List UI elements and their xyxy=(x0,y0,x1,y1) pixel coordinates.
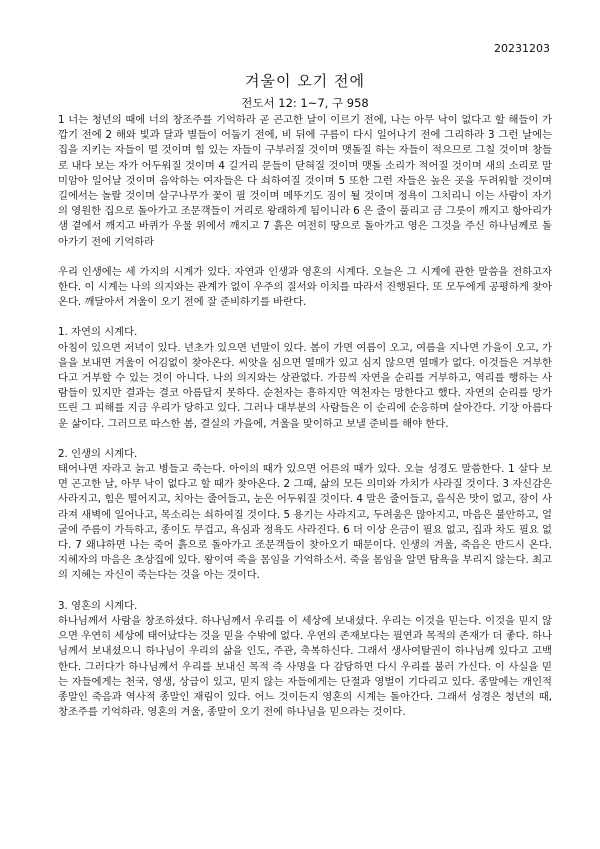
section-body: 아침이 있으면 저녁이 있다. 년초가 있으면 년말이 있다. 봄이 가면 여름이 오고, 여름을 지나면 가을이 오고, 가을을 보내면 겨울이 어김없이 찾아온다. 씨앗을 심으면 열매가 있고 심지 않으면 열매가 없다. 이것들은 거부한다고 거부할 수 있는 것이 아니다. 나의 의지와는 상관없다. 가끔씩 자연을 순리를 거부하고, 역리를 행하는 사람들이 있지만 결과는 결코 아름답지 못하다. 순천자는 흥하지만 역천자는 망한다고 했다. 자연의 순리를 망가뜨린 그 피해를 지금 우리가 당하고 있다. 그러나 대부분의 사람들은 이 순리에 순응하며 살아간다. 기장 아름다운 삶이다. 그러므로 따스한 봄, 결실의 가을에, 겨울을 맞이하고 보낼 준비를 해야 한다. xyxy=(58,341,552,430)
spacer xyxy=(58,250,552,265)
section-body: 하나님께서 사람을 창조하셨다. 하나님께서 우리를 이 세상에 보내셨다. 우리는 이것을 믿는다. 이것을 믿지 않으면 우연히 세상에 태어났다는 것을 믿을 수밖에 없다. 우연의 존재보다는 필연과 목적의 존재가 더 좋다. 하나님께서 보내셨으니 하나님이 우리의 삶을 인도, 주관, 축복하신다. 그래서 생사여탈권이 하나님께 있다고 고백한다. 그러다가 하나님께서 우리를 보내신 목적 즉 사명을 다 감당하면 다시 우리를 불러 가신다. 이 사실을 믿는 자들에게는 천국, 영생, 상급이 있고, 믿지 않는 자들에게는 단절과 영벌이 기다리고 있다. 종말에는 개인적 종말인 죽음과 역사적 종말인 재림이 있다. 어느 것이든지 영혼의 시계는 돌아간다. 그래서 성경은 청년의 때, 창조주를 기억하라. 영혼의 겨울, 종말이 오기 전에 하나님을 믿으라는 것이다. xyxy=(58,614,553,719)
scripture-reference: 전도서 12: 1~7, 구 958 xyxy=(241,96,369,110)
scripture-text: 1 너는 청년의 때에 너의 창조주를 기억하라 곧 곤고한 날이 이르기 전에, 나는 아무 낙이 없다고 할 해들이 가깝기 전에 2 해와 빛과 달과 별들이 어둡기 전에, 비 뒤에 구름이 다시 일어나기 전에 그리하라 3 그런 날에는 집을 지키는 자들이 떨 것이며 힘 있는 자들이 구부러질 것이며 맷돌질 하는 자들이 적으므로 그칠 것이며 창들로 내다 보는 자가 어두워질 것이며 4 길거리 문들이 닫혀질 것이며 맷돌 소리가 적어질 것이며 새의 소리로 말미암아 일어날 것이며 음악하는 여자들은 다 쇠하여질 것이며 5 또한 그런 자들은 높은 곳을 두려워할 것이며 길에서는 놀랄 것이며 살구나무가 꽃이 필 것이며 메뚜기도 짐이 될 것이며 정욕이 그치리니 이는 사람이 자기의 영원한 집으로 돌아가고 조문객들이 거리로 왕래하게 됨이니라 6 은 줄이 풀리고 금 그릇이 깨지고 항아리가 샘 곁에서 깨지고 바퀴가 우물 위에서 깨지고 7 흙은 여전히 땅으로 돌아가고 영은 그것을 주신 하나님께로 돌아가기 전에 기억하라 xyxy=(58,114,552,248)
intro-paragraph: 우리 인생에는 세 가지의 시계가 있다. 자연과 인생과 영혼의 시계다. 오늘은 그 시계에 관한 말씀을 전하고자 한다. 이 시계는 나의 의지와는 관계가 없이 우주의 질서와 이치를 따라서 진행된다. 또 모두에게 공평하게 찾아온다. 깨달아서 겨울이 오기 전에 잘 준비하기를 바란다. xyxy=(58,265,552,309)
section-heading: 3. 영혼의 시계다. xyxy=(58,599,138,612)
section-body: 태어나면 자라고 늙고 병들고 죽는다. 아이의 때가 있으면 어른의 때가 있다. 오늘 성경도 말씀한다. 1 살다 보면 곤고한 날, 아무 낙이 없다고 할 때가 찾아온다. 2 그때, 삶의 모든 의미와 가치가 사라질 것이다. 3 자신감은 사라지고, 힘은 떨어지고, 치아는 줄어들고, 눈은 어두워질 것이다. 4 말은 줄어들고, 음식은 맛이 없고, 잠이 사라져 새벽에 일어나고, 목소리는 쇠하여질 것이다. 5 용기는 사라지고, 두려움은 많아지고, 마음은 불안하고, 얼굴에 주름이 가득하고, 종이도 무겁고, 욕심과 정욕도 사라진다. 6 더 이상 은금이 필요 없고, 집과 차도 필요 없다. 7 왜냐하면 나는 죽어 흙으로 돌아가고 조문객들이 찾아오기 때문이다. 인생의 겨울, 죽음은 반드시 온다. 지혜자의 마음은 초상집에 있다. 왕이여 죽을 몸임을 기억하소서. 죽을 몸임을 알면 탐욕을 부리지 않는다. 최고의 지혜는 자신이 죽는다는 것을 아는 것이다. xyxy=(58,463,552,582)
section-heading: 2. 인생의 시계다. xyxy=(58,447,138,460)
sermon-title: 겨울이 오기 전에 xyxy=(245,72,365,90)
section-heading: 1. 자연의 시계다. xyxy=(58,326,138,339)
document-date: 20231203 xyxy=(494,42,550,55)
